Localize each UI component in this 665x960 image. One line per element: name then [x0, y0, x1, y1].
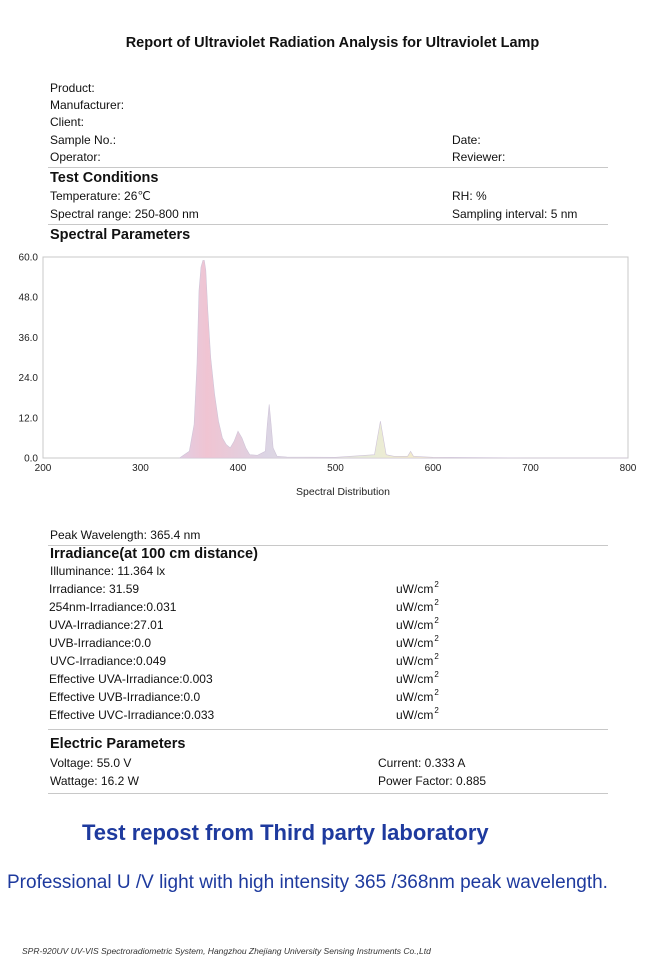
irradiance-row-label: Effective UVC-Irradiance:0.033: [49, 708, 215, 722]
x-tick-label: 600: [424, 463, 442, 474]
report-title: Report of Ultraviolet Radiation Analysis for Ultraviolet Lamp: [125, 35, 540, 51]
irradiance-row-label: UVC-Irradiance:0.049: [50, 654, 167, 668]
x-tick-label: 500: [327, 463, 344, 474]
irradiance-row-label: UVB-Irradiance:0.0: [49, 636, 152, 650]
divider: [48, 224, 608, 225]
temperature-value: Temperature: 26℃: [50, 189, 151, 203]
irradiance-heading: Irradiance(at 100 cm distance): [50, 546, 258, 562]
sampling-interval-value: Sampling interval: 5 nm: [452, 207, 578, 221]
sample-no-label: Sample No.:: [50, 133, 117, 147]
irradiance-row-unit: $uW/cm^2$: [396, 616, 439, 632]
footer-note: SPR-920UV UV-VIS Spectroradiometric System, Hangzhou Zhejiang University Sensing Instruments Co.,Ltd: [22, 946, 431, 956]
irradiance-row-unit: $uW/cm^2$: [396, 580, 439, 596]
test-conditions-heading: Test Conditions: [50, 170, 159, 186]
spectral-parameters-heading: Spectral Parameters: [50, 227, 191, 243]
spectral-range-value: Spectral range: 250-800 nm: [50, 207, 199, 221]
x-tick-label: 700: [522, 463, 539, 474]
y-tick-label: 36.0: [18, 332, 38, 344]
power-factor-value: Power Factor: 0.885: [378, 774, 487, 788]
y-tick-label: 0.0: [24, 453, 38, 465]
date-label: Date:: [452, 133, 481, 147]
y-tick-label: 24.0: [18, 373, 38, 385]
x-tick-label: 300: [132, 463, 149, 474]
client-label: Client:: [50, 115, 85, 129]
x-tick-label: 200: [34, 463, 52, 474]
x-tick-label: 800: [619, 463, 637, 474]
irradiance-row-label: Effective UVA-Irradiance:0.003: [49, 672, 213, 686]
irradiance-row-unit: $uW/cm^2$: [396, 598, 439, 614]
plot-area: [180, 260, 629, 458]
irradiance-row-unit: $uW/cm^2$: [396, 652, 439, 668]
y-tick-label: 12.0: [18, 413, 38, 425]
divider: [48, 729, 608, 730]
irradiance-row-unit: $uW/cm^2$: [396, 670, 439, 686]
divider: [48, 167, 608, 168]
voltage-value: Voltage: 55.0 V: [50, 756, 132, 770]
spectrum-area: [180, 260, 629, 458]
irradiance-row-label: 254nm-Irradiance:0.031: [49, 600, 177, 614]
irradiance-row-label: Effective UVB-Irradiance:0.0: [49, 690, 201, 704]
spectral-chart: [0, 245, 665, 505]
irradiance-row-label: UVA-Irradiance:27.01: [49, 618, 164, 632]
irradiance-row-unit: $uW/cm^2$: [396, 634, 439, 650]
peak-wavelength-value: Peak Wavelength: 365.4 nm: [50, 528, 201, 542]
promo-heading: Test repost from Third party laboratory: [82, 820, 489, 845]
irradiance-row-unit: $uW/cm^2$: [396, 688, 439, 704]
x-axis-label: Spectral Distribution: [296, 486, 390, 498]
reviewer-label: Reviewer:: [452, 150, 506, 164]
y-tick-label: 60.0: [18, 252, 38, 264]
irradiance-row-unit: $uW/cm^2$: [396, 706, 439, 722]
rh-value: RH: %: [452, 189, 487, 203]
current-value: Current: 0.333 A: [378, 756, 466, 770]
manufacturer-label: Manufacturer:: [50, 98, 125, 112]
y-tick-label: 48.0: [18, 292, 38, 304]
product-label: Product:: [50, 81, 95, 95]
illuminance-value: Illuminance: 11.364 lx: [50, 564, 166, 578]
promo-tagline: Professional U /V light with high intensity 365 /368nm peak wavelength.: [7, 872, 608, 893]
wattage-value: Wattage: 16.2 W: [50, 774, 139, 788]
plot-frame: [43, 257, 628, 458]
divider: [48, 793, 608, 794]
electric-parameters-heading: Electric Parameters: [50, 736, 186, 752]
operator-label: Operator:: [50, 150, 101, 164]
irradiance-row-label: Irradiance: 31.59: [49, 582, 140, 596]
x-tick-label: 400: [229, 463, 247, 474]
